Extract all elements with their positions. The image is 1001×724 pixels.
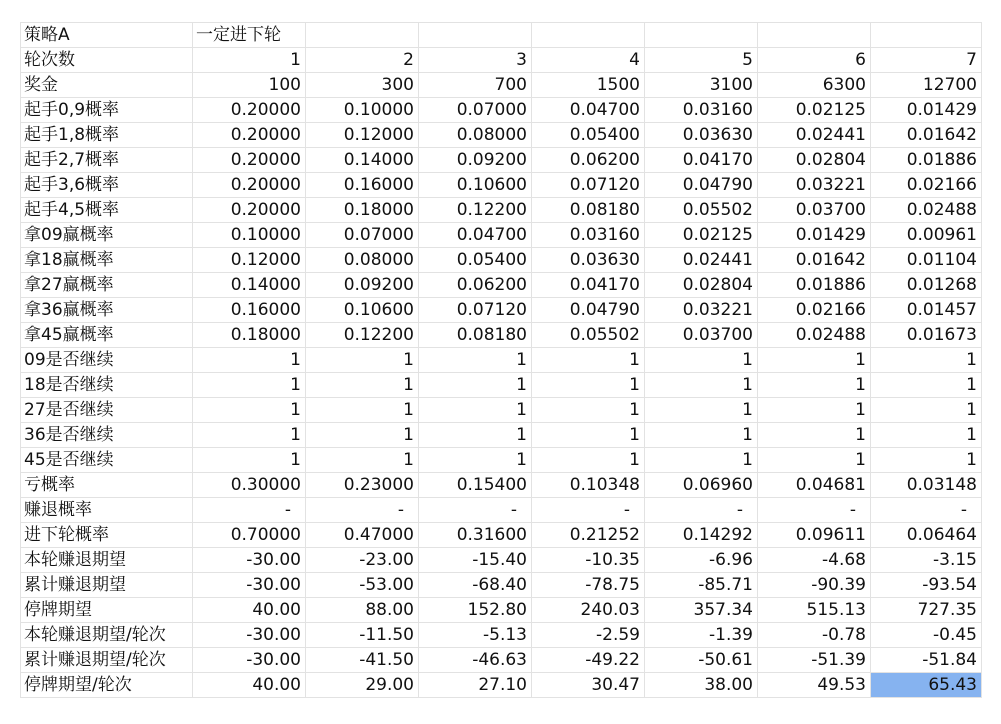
sheet-cell[interactable]: 0.10348 bbox=[532, 473, 645, 498]
row-label-cell[interactable]: 轮次数 bbox=[21, 48, 193, 73]
row-label-cell[interactable]: 拿27赢概率 bbox=[21, 273, 193, 298]
sheet-cell[interactable]: -30.00 bbox=[193, 573, 306, 598]
sheet-row bbox=[21, 498, 982, 523]
sheet-cell[interactable]: 0.07120 bbox=[419, 298, 532, 323]
sheet-cell[interactable]: 0.70000 bbox=[193, 523, 306, 548]
sheet-cell[interactable]: -85.71 bbox=[645, 573, 758, 598]
row-label-cell[interactable]: 18是否继续 bbox=[21, 373, 193, 398]
sheet-cell[interactable]: 1 bbox=[871, 398, 982, 423]
row-label-cell[interactable]: 起手0,9概率 bbox=[21, 98, 193, 123]
sheet-row bbox=[21, 23, 982, 48]
row-label-cell[interactable]: 拿18赢概率 bbox=[21, 248, 193, 273]
sheet-cell[interactable]: 0.20000 bbox=[193, 198, 306, 223]
sheet-cell[interactable]: 1 bbox=[193, 423, 306, 448]
sheet-cell[interactable]: - bbox=[306, 498, 419, 523]
sheet-cell[interactable]: 88.00 bbox=[306, 598, 419, 623]
sheet-cell[interactable]: 1 bbox=[871, 448, 982, 473]
sheet-cell[interactable]: -5.13 bbox=[419, 623, 532, 648]
sheet-cell[interactable]: 0.03700 bbox=[758, 198, 871, 223]
sheet-cell[interactable]: 1 bbox=[758, 373, 871, 398]
sheet-row bbox=[21, 448, 982, 473]
sheet-cell[interactable]: 0.05400 bbox=[532, 123, 645, 148]
sheet-cell[interactable]: 515.13 bbox=[758, 598, 871, 623]
sheet-row bbox=[21, 623, 982, 648]
sheet-row bbox=[21, 248, 982, 273]
sheet-cell[interactable]: 0.10600 bbox=[419, 173, 532, 198]
sheet-cell[interactable]: 3 bbox=[419, 48, 532, 73]
sheet-cell[interactable]: 1 bbox=[645, 423, 758, 448]
sheet-cell[interactable]: -49.22 bbox=[532, 648, 645, 673]
sheet-cell[interactable]: -51.39 bbox=[758, 648, 871, 673]
sheet-cell[interactable]: 0.04790 bbox=[532, 298, 645, 323]
sheet-cell[interactable]: 0.08180 bbox=[419, 323, 532, 348]
sheet-cell[interactable]: 0.06200 bbox=[419, 273, 532, 298]
sheet-cell[interactable]: 300 bbox=[306, 73, 419, 98]
sheet-cell[interactable]: -53.00 bbox=[306, 573, 419, 598]
sheet-cell[interactable]: 0.10000 bbox=[193, 223, 306, 248]
row-label-cell[interactable]: 起手3,6概率 bbox=[21, 173, 193, 198]
sheet-row bbox=[21, 348, 982, 373]
sheet-cell[interactable]: 0.06960 bbox=[645, 473, 758, 498]
sheet-cell[interactable]: -30.00 bbox=[193, 648, 306, 673]
sheet-cell[interactable]: 0.01429 bbox=[758, 223, 871, 248]
sheet-cell[interactable] bbox=[306, 23, 419, 48]
row-label-cell[interactable]: 45是否继续 bbox=[21, 448, 193, 473]
sheet-row bbox=[21, 123, 982, 148]
sheet-row bbox=[21, 473, 982, 498]
sheet-cell[interactable]: 1 bbox=[758, 448, 871, 473]
sheet-cell[interactable]: 0.31600 bbox=[419, 523, 532, 548]
sheet-cell[interactable]: 0.01642 bbox=[871, 123, 982, 148]
sheet-cell[interactable]: -2.59 bbox=[532, 623, 645, 648]
sheet-cell[interactable]: 0.16000 bbox=[193, 298, 306, 323]
sheet-cell[interactable]: 0.47000 bbox=[306, 523, 419, 548]
sheet-cell[interactable]: 0.01104 bbox=[871, 248, 982, 273]
sheet-cell[interactable]: 240.03 bbox=[532, 598, 645, 623]
sheet-cell[interactable]: 0.07120 bbox=[532, 173, 645, 198]
sheet-cell[interactable]: 0.04700 bbox=[419, 223, 532, 248]
sheet-cell[interactable]: -23.00 bbox=[306, 548, 419, 573]
sheet-cell[interactable]: 1 bbox=[758, 398, 871, 423]
sheet-cell[interactable]: -10.35 bbox=[532, 548, 645, 573]
sheet-cell[interactable]: 0.01886 bbox=[871, 148, 982, 173]
sheet-cell[interactable]: 1 bbox=[758, 348, 871, 373]
sheet-cell[interactable] bbox=[871, 23, 982, 48]
sheet-cell[interactable]: 3100 bbox=[645, 73, 758, 98]
sheet-cell[interactable]: 0.03630 bbox=[532, 248, 645, 273]
sheet-cell[interactable]: -93.54 bbox=[871, 573, 982, 598]
sheet-cell[interactable]: 0.05400 bbox=[419, 248, 532, 273]
sheet-row bbox=[21, 73, 982, 98]
row-label-cell[interactable]: 亏概率 bbox=[21, 473, 193, 498]
sheet-cell[interactable]: 100 bbox=[193, 73, 306, 98]
sheet-cell[interactable]: 4 bbox=[532, 48, 645, 73]
sheet-cell[interactable]: 0.03148 bbox=[871, 473, 982, 498]
sheet-cell[interactable]: 1 bbox=[306, 448, 419, 473]
sheet-cell[interactable]: 0.06200 bbox=[532, 148, 645, 173]
sheet-cell[interactable]: 0.01886 bbox=[758, 273, 871, 298]
sheet-cell[interactable]: 0.03160 bbox=[532, 223, 645, 248]
sheet-cell[interactable]: 0.03700 bbox=[645, 323, 758, 348]
sheet-cell[interactable]: -46.63 bbox=[419, 648, 532, 673]
sheet-row bbox=[21, 298, 982, 323]
sheet-cell[interactable]: 1 bbox=[532, 398, 645, 423]
sheet-cell[interactable]: 0.16000 bbox=[306, 173, 419, 198]
sheet-cell[interactable]: 1 bbox=[871, 423, 982, 448]
sheet-cell[interactable]: 1 bbox=[532, 348, 645, 373]
sheet-cell[interactable]: 0.03221 bbox=[758, 173, 871, 198]
sheet-cell[interactable]: 1 bbox=[645, 398, 758, 423]
sheet-cell[interactable]: 0.02441 bbox=[645, 248, 758, 273]
sheet-cell[interactable]: 0.01429 bbox=[871, 98, 982, 123]
row-label-cell[interactable]: 起手2,7概率 bbox=[21, 148, 193, 173]
sheet-cell[interactable]: -1.39 bbox=[645, 623, 758, 648]
sheet-cell[interactable]: 1 bbox=[193, 348, 306, 373]
sheet-cell[interactable]: -15.40 bbox=[419, 548, 532, 573]
sheet-cell[interactable]: 0.21252 bbox=[532, 523, 645, 548]
sheet-row bbox=[21, 598, 982, 623]
spreadsheet-body bbox=[21, 23, 982, 698]
row-label-cell[interactable]: 拿45赢概率 bbox=[21, 323, 193, 348]
sheet-row bbox=[21, 198, 982, 223]
sheet-cell[interactable]: -6.96 bbox=[645, 548, 758, 573]
sheet-cell[interactable]: 1 bbox=[193, 448, 306, 473]
sheet-cell[interactable]: 0.10600 bbox=[306, 298, 419, 323]
sheet-cell[interactable]: 40.00 bbox=[193, 598, 306, 623]
sheet-cell[interactable]: 0.07000 bbox=[306, 223, 419, 248]
sheet-row bbox=[21, 523, 982, 548]
sheet-cell[interactable]: 0.06464 bbox=[871, 523, 982, 548]
row-label-cell[interactable]: 停牌期望/轮次 bbox=[21, 673, 193, 698]
sheet-row bbox=[21, 223, 982, 248]
sheet-cell[interactable]: 7 bbox=[871, 48, 982, 73]
sheet-cell[interactable]: 0.12200 bbox=[306, 323, 419, 348]
sheet-cell[interactable]: 0.08000 bbox=[419, 123, 532, 148]
sheet-cell[interactable]: - bbox=[193, 498, 306, 523]
sheet-cell[interactable]: 0.02441 bbox=[758, 123, 871, 148]
sheet-row bbox=[21, 573, 982, 598]
sheet-cell[interactable]: 0.09200 bbox=[419, 148, 532, 173]
sheet-cell[interactable]: 357.34 bbox=[645, 598, 758, 623]
sheet-cell[interactable]: 1 bbox=[193, 373, 306, 398]
sheet-cell[interactable]: 1 bbox=[645, 348, 758, 373]
sheet-cell[interactable] bbox=[532, 23, 645, 48]
sheet-cell[interactable]: -11.50 bbox=[306, 623, 419, 648]
sheet-cell[interactable]: - bbox=[419, 498, 532, 523]
sheet-cell[interactable]: 1 bbox=[645, 448, 758, 473]
sheet-cell[interactable]: 1 bbox=[871, 348, 982, 373]
sheet-cell[interactable]: 0.03221 bbox=[645, 298, 758, 323]
sheet-cell[interactable]: 0.18000 bbox=[193, 323, 306, 348]
sheet-cell[interactable]: 0.30000 bbox=[193, 473, 306, 498]
sheet-cell[interactable]: 0.05502 bbox=[645, 198, 758, 223]
row-label-cell[interactable]: 起手1,8概率 bbox=[21, 123, 193, 148]
sheet-cell[interactable]: 0.01673 bbox=[871, 323, 982, 348]
sheet-cell[interactable]: 0.00961 bbox=[871, 223, 982, 248]
sheet-cell[interactable]: 1 bbox=[193, 48, 306, 73]
sheet-cell[interactable]: 1 bbox=[419, 423, 532, 448]
sheet-cell[interactable]: 0.15400 bbox=[419, 473, 532, 498]
row-label-cell[interactable]: 累计赚退期望/轮次 bbox=[21, 648, 193, 673]
sheet-cell[interactable]: 1500 bbox=[532, 73, 645, 98]
row-label-cell[interactable]: 27是否继续 bbox=[21, 398, 193, 423]
spreadsheet-grid bbox=[20, 22, 982, 698]
sheet-cell[interactable]: 0.03160 bbox=[645, 98, 758, 123]
sheet-row bbox=[21, 148, 982, 173]
row-label-cell[interactable]: 36是否继续 bbox=[21, 423, 193, 448]
row-label-cell[interactable]: 09是否继续 bbox=[21, 348, 193, 373]
sheet-cell[interactable]: 1 bbox=[871, 373, 982, 398]
sheet-cell[interactable]: -30.00 bbox=[193, 548, 306, 573]
sheet-cell[interactable]: 0.09200 bbox=[306, 273, 419, 298]
sheet-cell[interactable]: 0.20000 bbox=[193, 173, 306, 198]
sheet-cell[interactable]: -78.75 bbox=[532, 573, 645, 598]
sheet-cell[interactable] bbox=[419, 23, 532, 48]
sheet-cell[interactable]: 1 bbox=[419, 373, 532, 398]
sheet-cell[interactable]: 0.02488 bbox=[758, 323, 871, 348]
sheet-cell[interactable]: 1 bbox=[306, 348, 419, 373]
sheet-cell[interactable]: 0.02166 bbox=[758, 298, 871, 323]
sheet-cell[interactable]: 0.07000 bbox=[419, 98, 532, 123]
row-label-cell[interactable]: 赚退概率 bbox=[21, 498, 193, 523]
sheet-cell[interactable]: -50.61 bbox=[645, 648, 758, 673]
sheet-cell[interactable]: 1 bbox=[532, 448, 645, 473]
sheet-cell[interactable]: 0.02125 bbox=[645, 223, 758, 248]
sheet-cell[interactable]: -30.00 bbox=[193, 623, 306, 648]
row-label-cell[interactable]: 起手4,5概率 bbox=[21, 198, 193, 223]
sheet-cell[interactable]: 6 bbox=[758, 48, 871, 73]
sheet-row bbox=[21, 398, 982, 423]
row-label-cell[interactable]: 拿09赢概率 bbox=[21, 223, 193, 248]
sheet-cell[interactable]: 0.18000 bbox=[306, 198, 419, 223]
sheet-cell[interactable] bbox=[645, 23, 758, 48]
sheet-cell[interactable]: 6300 bbox=[758, 73, 871, 98]
sheet-cell[interactable]: 0.04700 bbox=[532, 98, 645, 123]
sheet-cell[interactable]: - bbox=[532, 498, 645, 523]
sheet-cell[interactable]: - bbox=[645, 498, 758, 523]
sheet-cell[interactable]: 29.00 bbox=[306, 673, 419, 698]
sheet-cell[interactable]: 152.80 bbox=[419, 598, 532, 623]
sheet-cell[interactable]: 700 bbox=[419, 73, 532, 98]
sheet-cell[interactable]: - bbox=[758, 498, 871, 523]
sheet-cell[interactable]: 0.01268 bbox=[871, 273, 982, 298]
sheet-cell[interactable]: 1 bbox=[532, 373, 645, 398]
sheet-cell[interactable]: 1 bbox=[419, 348, 532, 373]
sheet-cell[interactable]: 38.00 bbox=[645, 673, 758, 698]
sheet-cell[interactable]: 0.04170 bbox=[532, 273, 645, 298]
sheet-cell[interactable]: 0.02166 bbox=[871, 173, 982, 198]
row-label-cell[interactable]: 进下轮概率 bbox=[21, 523, 193, 548]
sheet-cell[interactable]: 0.02804 bbox=[758, 148, 871, 173]
sheet-cell[interactable]: -51.84 bbox=[871, 648, 982, 673]
sheet-cell[interactable]: 0.09611 bbox=[758, 523, 871, 548]
sheet-row bbox=[21, 673, 982, 698]
sheet-cell[interactable]: 1 bbox=[645, 373, 758, 398]
sheet-row bbox=[21, 648, 982, 673]
sheet-cell[interactable]: -0.45 bbox=[871, 623, 982, 648]
row-label-cell[interactable]: 本轮赚退期望/轮次 bbox=[21, 623, 193, 648]
row-label-cell[interactable]: 拿36赢概率 bbox=[21, 298, 193, 323]
sheet-row bbox=[21, 98, 982, 123]
sheet-cell[interactable]: 0.01457 bbox=[871, 298, 982, 323]
sheet-cell[interactable]: 0.12000 bbox=[193, 248, 306, 273]
row-label-cell[interactable]: 策略A bbox=[21, 23, 193, 48]
sheet-cell[interactable]: 5 bbox=[645, 48, 758, 73]
sheet-cell[interactable]: 0.02488 bbox=[871, 198, 982, 223]
sheet-cell[interactable]: 727.35 bbox=[871, 598, 982, 623]
sheet-cell[interactable]: 1 bbox=[306, 423, 419, 448]
row-label-cell[interactable]: 停牌期望 bbox=[21, 598, 193, 623]
sheet-cell[interactable]: 0.04170 bbox=[645, 148, 758, 173]
sheet-cell[interactable]: 0.08000 bbox=[306, 248, 419, 273]
sheet-cell[interactable]: 30.47 bbox=[532, 673, 645, 698]
sheet-row bbox=[21, 173, 982, 198]
sheet-cell[interactable]: 0.01642 bbox=[758, 248, 871, 273]
sheet-row bbox=[21, 373, 982, 398]
sheet-cell[interactable]: - bbox=[871, 498, 982, 523]
sheet-cell[interactable]: 0.04790 bbox=[645, 173, 758, 198]
sheet-cell[interactable]: -41.50 bbox=[306, 648, 419, 673]
sheet-cell[interactable]: 49.53 bbox=[758, 673, 871, 698]
sheet-cell[interactable]: 1 bbox=[306, 398, 419, 423]
sheet-cell[interactable]: 0.20000 bbox=[193, 98, 306, 123]
sheet-cell[interactable]: 1 bbox=[419, 398, 532, 423]
sheet-cell[interactable]: 0.14000 bbox=[306, 148, 419, 173]
sheet-cell[interactable]: 0.23000 bbox=[306, 473, 419, 498]
sheet-cell[interactable]: 0.08180 bbox=[532, 198, 645, 223]
row-label-cell[interactable]: 本轮赚退期望 bbox=[21, 548, 193, 573]
sheet-cell[interactable]: 12700 bbox=[871, 73, 982, 98]
sheet-cell[interactable]: 27.10 bbox=[419, 673, 532, 698]
sheet-cell[interactable]: 2 bbox=[306, 48, 419, 73]
sheet-cell[interactable]: 40.00 bbox=[193, 673, 306, 698]
sheet-row bbox=[21, 323, 982, 348]
sheet-cell[interactable]: 0.04681 bbox=[758, 473, 871, 498]
sheet-cell[interactable]: 0.12000 bbox=[306, 123, 419, 148]
sheet-cell[interactable]: 0.05502 bbox=[532, 323, 645, 348]
sheet-row bbox=[21, 48, 982, 73]
sheet-cell[interactable]: 一定进下轮 bbox=[193, 23, 306, 48]
row-label-cell[interactable]: 累计赚退期望 bbox=[21, 573, 193, 598]
sheet-row bbox=[21, 548, 982, 573]
sheet-cell[interactable]: 0.10000 bbox=[306, 98, 419, 123]
sheet-cell[interactable] bbox=[758, 23, 871, 48]
sheet-cell[interactable]: 0.02804 bbox=[645, 273, 758, 298]
sheet-cell[interactable]: 0.12200 bbox=[419, 198, 532, 223]
sheet-cell[interactable]: 1 bbox=[306, 373, 419, 398]
sheet-cell[interactable]: 0.14292 bbox=[645, 523, 758, 548]
sheet-cell[interactable]: -0.78 bbox=[758, 623, 871, 648]
sheet-cell[interactable]: 0.20000 bbox=[193, 123, 306, 148]
sheet-cell[interactable]: 0.20000 bbox=[193, 148, 306, 173]
sheet-cell[interactable]: -68.40 bbox=[419, 573, 532, 598]
sheet-row bbox=[21, 423, 982, 448]
sheet-cell[interactable]: 1 bbox=[532, 423, 645, 448]
sheet-cell[interactable]: 1 bbox=[193, 398, 306, 423]
selected-cell[interactable]: 65.43 bbox=[871, 673, 982, 698]
sheet-cell[interactable]: 0.14000 bbox=[193, 273, 306, 298]
sheet-cell[interactable]: -90.39 bbox=[758, 573, 871, 598]
sheet-row bbox=[21, 273, 982, 298]
sheet-cell[interactable]: -3.15 bbox=[871, 548, 982, 573]
sheet-cell[interactable]: -4.68 bbox=[758, 548, 871, 573]
row-label-cell[interactable]: 奖金 bbox=[21, 73, 193, 98]
sheet-cell[interactable]: 0.02125 bbox=[758, 98, 871, 123]
sheet-cell[interactable]: 0.03630 bbox=[645, 123, 758, 148]
sheet-cell[interactable]: 1 bbox=[419, 448, 532, 473]
sheet-cell[interactable]: 1 bbox=[758, 423, 871, 448]
